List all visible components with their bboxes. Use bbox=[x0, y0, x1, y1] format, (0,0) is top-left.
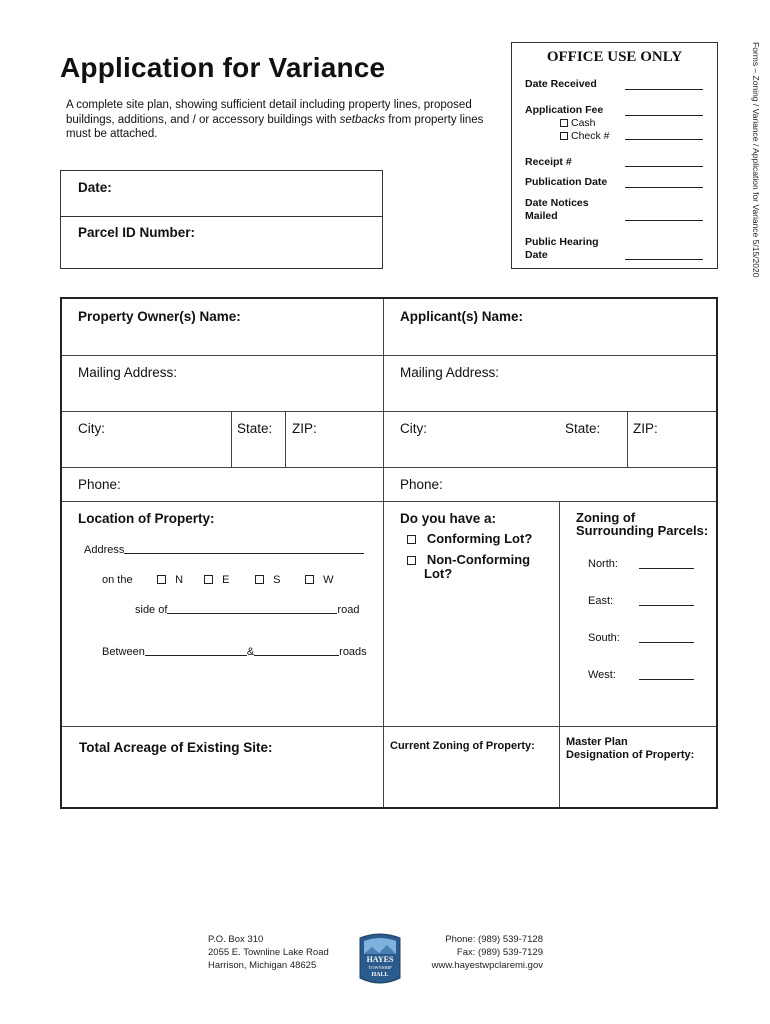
checkbox-west[interactable] bbox=[305, 575, 314, 584]
zoning-title-line-2: Surrounding Parcels: bbox=[576, 523, 709, 538]
check-number-field[interactable] bbox=[625, 139, 703, 140]
cash-checkbox[interactable] bbox=[560, 119, 568, 127]
application-fee-field[interactable] bbox=[625, 115, 703, 116]
non-conforming-lot-checkbox[interactable] bbox=[407, 556, 416, 565]
owner-name-label: Property Owner(s) Name: bbox=[78, 309, 241, 324]
address-line bbox=[84, 544, 364, 556]
east-label: East: bbox=[588, 595, 614, 607]
on-the-label: on the bbox=[102, 574, 133, 586]
parcel-id-label: Parcel ID Number: bbox=[78, 225, 196, 240]
between-label: Between bbox=[102, 646, 145, 658]
logo-text-hayes: HAYES bbox=[366, 955, 394, 964]
applicant-name-label: Applicant(s) Name: bbox=[400, 309, 524, 324]
direction-e-label: E bbox=[222, 574, 230, 586]
zoning-surrounding-title bbox=[576, 511, 708, 537]
conforming-lot-checkbox[interactable] bbox=[407, 535, 416, 544]
row-divider bbox=[62, 355, 716, 356]
office-use-title: OFFICE USE ONLY bbox=[546, 49, 683, 65]
date-label: Date: bbox=[78, 180, 112, 195]
conforming-lot-option[interactable] bbox=[407, 532, 532, 546]
direction-n-option[interactable] bbox=[157, 574, 183, 586]
public-hearing-field[interactable] bbox=[625, 259, 703, 260]
do-you-have-title: Do you have a: bbox=[400, 511, 497, 526]
check-checkbox[interactable] bbox=[560, 132, 568, 140]
between-field-2[interactable] bbox=[254, 646, 339, 656]
row-divider bbox=[62, 501, 716, 502]
road-label: road bbox=[337, 604, 360, 616]
side-of-label: side of bbox=[135, 604, 168, 616]
direction-w-option[interactable] bbox=[305, 574, 334, 586]
east-field[interactable] bbox=[639, 605, 694, 606]
row-divider bbox=[62, 411, 716, 412]
date-notices-label bbox=[525, 197, 589, 222]
footer-city: Harrison, Michigan 48625 bbox=[208, 960, 317, 971]
west-label: West: bbox=[588, 669, 616, 681]
logo-text-hall: HALL bbox=[371, 972, 389, 978]
column-divider bbox=[627, 411, 628, 467]
application-form-table bbox=[60, 297, 718, 809]
divider bbox=[61, 216, 382, 217]
zoning-title-line-1: Zoning of bbox=[576, 510, 636, 525]
owner-phone-label: Phone: bbox=[78, 477, 121, 492]
direction-s-label: S bbox=[273, 574, 281, 586]
form-reference-text: Forms – Zoning / Variance / Application for Variance 5/15/2020 bbox=[751, 42, 761, 278]
row-divider bbox=[62, 726, 716, 727]
public-hearing-line-2: Date bbox=[525, 248, 548, 261]
office-use-box bbox=[511, 42, 718, 269]
footer-website[interactable]: www.hayestwpclaremi.gov bbox=[431, 960, 543, 971]
date-parcel-box bbox=[60, 170, 383, 269]
south-field[interactable] bbox=[639, 642, 694, 643]
master-plan-label bbox=[566, 736, 694, 761]
logo-text-township: TOWNSHIP bbox=[368, 965, 392, 970]
column-divider bbox=[285, 411, 286, 467]
intro-setbacks: setbacks bbox=[339, 113, 385, 126]
side-of-line bbox=[135, 604, 359, 616]
column-divider bbox=[559, 501, 560, 807]
column-divider bbox=[383, 299, 384, 807]
checkbox-south[interactable] bbox=[255, 575, 264, 584]
date-received-field[interactable] bbox=[625, 89, 703, 90]
application-fee-label: Application Fee bbox=[525, 104, 604, 116]
side-of-field[interactable] bbox=[167, 604, 337, 614]
cash-option[interactable] bbox=[560, 117, 596, 130]
north-label: North: bbox=[588, 558, 618, 570]
applicant-zip-label: ZIP: bbox=[633, 421, 658, 436]
intro-text-part-1: A complete site plan, showing sufficient detail including property lines, proposed buildings, additions, and / or accessory buildings with bbox=[66, 99, 472, 126]
west-field[interactable] bbox=[639, 679, 694, 680]
footer-street: 2055 E. Townline Lake Road bbox=[208, 947, 329, 958]
footer-contact bbox=[431, 933, 543, 972]
direction-w-label: W bbox=[323, 574, 334, 586]
ampersand: & bbox=[246, 646, 255, 658]
south-label: South: bbox=[588, 632, 620, 644]
north-field[interactable] bbox=[639, 568, 694, 569]
footer-phone: Phone: (989) 539-7128 bbox=[445, 934, 543, 945]
owner-mailing-address-label: Mailing Address: bbox=[78, 365, 178, 380]
column-divider bbox=[231, 411, 232, 467]
receipt-field[interactable] bbox=[625, 166, 703, 167]
address-field[interactable] bbox=[124, 544, 364, 554]
master-plan-line-2: Designation of Property: bbox=[566, 748, 695, 761]
direction-n-label: N bbox=[175, 574, 184, 586]
owner-state-label: State: bbox=[237, 421, 273, 436]
current-zoning-label: Current Zoning of Property: bbox=[390, 740, 535, 752]
footer-fax: Fax: (989) 539-7129 bbox=[456, 947, 543, 958]
total-acreage-label: Total Acreage of Existing Site: bbox=[79, 740, 273, 755]
owner-city-label: City: bbox=[78, 421, 105, 436]
publication-date-field[interactable] bbox=[625, 187, 703, 188]
public-hearing-line-1: Public Hearing bbox=[525, 236, 599, 248]
date-notices-line-1: Date Notices bbox=[525, 197, 589, 209]
public-hearing-label bbox=[525, 236, 599, 261]
row-divider bbox=[62, 467, 716, 468]
roads-label: roads bbox=[339, 646, 367, 658]
receipt-label: Receipt # bbox=[525, 156, 572, 168]
page-title: Application for Variance bbox=[60, 52, 386, 83]
checkbox-east[interactable] bbox=[204, 575, 213, 584]
date-notices-line-2: Mailed bbox=[525, 209, 558, 222]
non-conforming-lot-label-2: Lot? bbox=[424, 566, 453, 581]
intro-text bbox=[66, 98, 506, 142]
publication-date-label: Publication Date bbox=[525, 176, 608, 188]
applicant-state-label: State: bbox=[565, 421, 601, 436]
between-line bbox=[102, 646, 367, 658]
hayes-township-hall-logo bbox=[357, 932, 403, 986]
owner-zip-label: ZIP: bbox=[292, 421, 317, 436]
applicant-mailing-address-label: Mailing Address: bbox=[400, 365, 500, 380]
direction-e-option[interactable] bbox=[204, 574, 230, 586]
address-label: Address bbox=[84, 544, 125, 556]
footer-po-box: P.O. Box 310 bbox=[208, 934, 264, 945]
non-conforming-lot-label-1: Non-Conforming bbox=[426, 552, 531, 567]
check-option[interactable] bbox=[560, 130, 610, 143]
non-conforming-lot-option[interactable] bbox=[407, 553, 530, 567]
applicant-phone-label: Phone: bbox=[400, 477, 443, 492]
logo-graphic bbox=[357, 932, 403, 986]
between-field-1[interactable] bbox=[145, 646, 247, 656]
checkbox-north[interactable] bbox=[157, 575, 166, 584]
date-received-label: Date Received bbox=[525, 78, 597, 90]
date-notices-field[interactable] bbox=[625, 220, 703, 221]
location-of-property-title: Location of Property: bbox=[78, 511, 215, 526]
direction-s-option[interactable] bbox=[255, 574, 281, 586]
conforming-lot-label: Conforming Lot? bbox=[426, 531, 533, 546]
cash-label: Cash bbox=[571, 117, 596, 129]
applicant-city-label: City: bbox=[400, 421, 427, 436]
master-plan-line-1: Master Plan bbox=[566, 736, 628, 748]
footer-address bbox=[208, 933, 329, 972]
check-label: Check # bbox=[571, 130, 610, 142]
intro-text-part-2: from property lines must be attached. bbox=[66, 113, 484, 140]
